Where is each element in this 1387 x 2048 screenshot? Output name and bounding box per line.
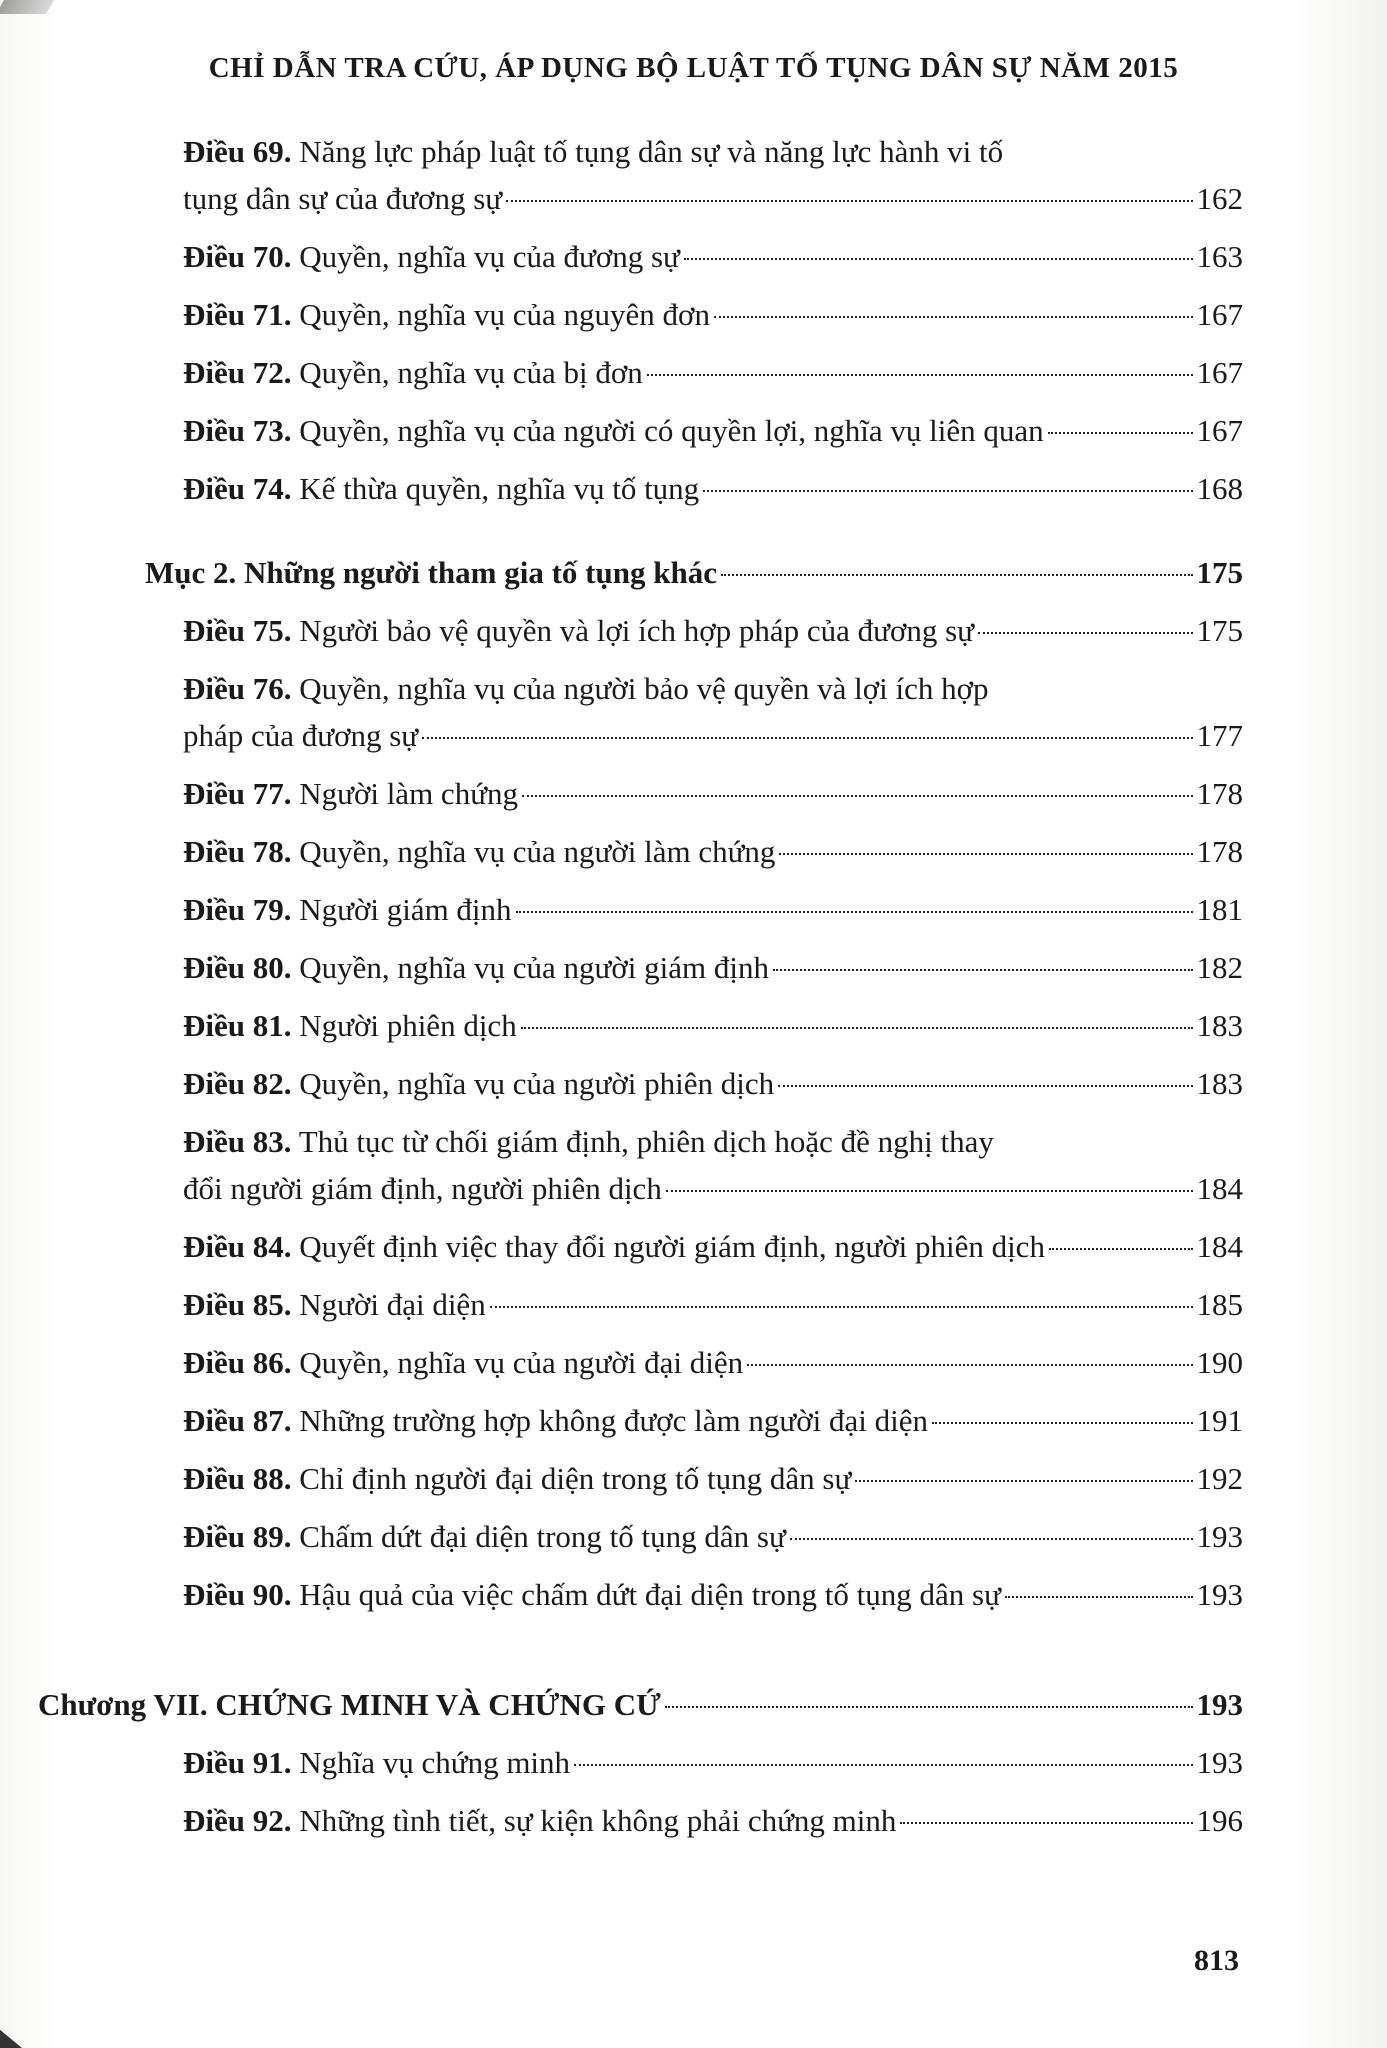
article-number: Điều 82. — [183, 1066, 292, 1101]
dot-leader — [1005, 1596, 1193, 1598]
toc-entry-title — [183, 1339, 743, 1386]
toc-entry-title — [183, 349, 643, 396]
article-number: Điều 87. — [183, 1403, 292, 1438]
toc-entry-title — [183, 1118, 994, 1165]
page-corner-shadow — [0, 0, 54, 14]
toc-entry-title — [183, 1223, 1045, 1270]
toc-entry[interactable] — [183, 349, 1243, 396]
toc-entry[interactable] — [183, 828, 1243, 875]
toc-entry-title — [183, 886, 512, 933]
toc-entry[interactable] — [183, 291, 1243, 338]
article-title: Hậu quả của việc chấm dứt đại diện trong tố tụng dân sự — [291, 1577, 1001, 1612]
toc-entry-title — [183, 1739, 570, 1786]
toc-page-number: 163 — [1196, 239, 1243, 274]
article-title: Người giám định — [291, 892, 512, 927]
dot-leader — [1048, 432, 1193, 434]
toc-entry[interactable] — [183, 944, 1243, 991]
dot-leader — [684, 258, 1193, 260]
article-number: Điều 80. — [183, 950, 292, 985]
toc-page-number: 181 — [1196, 892, 1243, 927]
dot-leader — [490, 1306, 1193, 1308]
article-title: Quyền, nghĩa vụ của bị đơn — [291, 355, 643, 390]
article-number: Điều 85. — [183, 1287, 292, 1322]
article-number: Điều 81. — [183, 1008, 292, 1043]
toc-entry[interactable] — [183, 665, 1243, 759]
article-title: Người làm chứng — [291, 776, 518, 811]
article-title: Quyền, nghĩa vụ của người đại diện — [291, 1345, 744, 1380]
toc-entry-title — [183, 407, 1044, 454]
toc-page-number: 193 — [1196, 1745, 1243, 1780]
toc-entry-title — [183, 770, 518, 817]
toc-page-number: 190 — [1196, 1345, 1243, 1380]
toc-entry-title — [183, 128, 1003, 175]
article-title: Những trường hợp không được làm người đại diện — [291, 1403, 928, 1438]
article-title: Người phiên dịch — [291, 1008, 517, 1043]
article-title: Quyền, nghĩa vụ của người làm chứng — [291, 834, 776, 869]
toc-entry-title — [183, 465, 699, 512]
dot-leader — [932, 1422, 1193, 1424]
dot-leader — [714, 316, 1193, 318]
toc-page-number: 185 — [1196, 1287, 1243, 1322]
article-title-continued: tụng dân sự của đương sự — [183, 181, 503, 216]
article-title: Những tình tiết, sự kiện không phải chứng minh — [291, 1803, 897, 1838]
toc-entry[interactable] — [183, 1797, 1243, 1844]
toc-page-number: 175 — [1196, 555, 1243, 590]
article-title: Quyền, nghĩa vụ của người phiên dịch — [291, 1066, 775, 1101]
article-title-continued: pháp của đương sự — [183, 718, 419, 753]
dot-leader — [773, 969, 1193, 971]
article-number: Điều 77. — [183, 776, 292, 811]
toc-entry[interactable] — [183, 1223, 1243, 1270]
toc-page-number: 193 — [1196, 1687, 1243, 1722]
article-title: Nghĩa vụ chứng minh — [291, 1745, 571, 1780]
toc-section[interactable] — [145, 549, 1243, 596]
article-title: Quyền, nghĩa vụ của nguyên đơn — [291, 297, 710, 332]
toc-entry-title — [183, 1797, 896, 1844]
article-title: Quyền, nghĩa vụ của người bảo vệ quyền và lợi ích hợp — [291, 671, 989, 706]
article-title: Mục 2. Những người tham gia tố tụng khác — [145, 555, 717, 590]
toc-entry-title — [183, 1002, 517, 1049]
toc-entry-title — [183, 1455, 851, 1502]
toc-page-number: 191 — [1196, 1403, 1243, 1438]
toc-entry[interactable] — [183, 1002, 1243, 1049]
toc-entry[interactable] — [183, 128, 1243, 222]
toc-entry-title — [145, 549, 717, 596]
toc-entry-title — [183, 607, 974, 654]
dot-leader — [506, 200, 1192, 202]
dot-leader — [790, 1538, 1193, 1540]
article-title: Thủ tục từ chối giám định, phiên dịch hoặc đề nghị thay — [291, 1124, 994, 1159]
toc-entry-title — [183, 944, 769, 991]
toc-page-number: 178 — [1196, 776, 1243, 811]
dot-leader — [778, 1085, 1192, 1087]
toc-page-number: 177 — [1196, 718, 1243, 753]
article-title: Chỉ định người đại diện trong tố tụng dân sự — [291, 1461, 852, 1496]
toc-entry[interactable] — [183, 1571, 1243, 1618]
dot-leader — [574, 1764, 1192, 1766]
article-title: Chấm dứt đại diện trong tố tụng dân sự — [291, 1519, 786, 1554]
toc-chapter[interactable] — [38, 1681, 1243, 1728]
article-title: Người đại diện — [291, 1287, 486, 1322]
toc-entry-title — [38, 1681, 661, 1728]
toc-entry-title — [183, 1513, 786, 1560]
toc-entry[interactable] — [183, 407, 1243, 454]
toc-entry-title — [183, 233, 680, 280]
toc-page-number: 175 — [1196, 613, 1243, 648]
toc-page-number: 168 — [1196, 471, 1243, 506]
article-number: Điều 89. — [183, 1519, 292, 1554]
toc-page-number: 167 — [1196, 413, 1243, 448]
toc-entry[interactable] — [183, 1739, 1243, 1786]
toc-entry-title — [183, 291, 710, 338]
article-title: Quyền, nghĩa vụ của người có quyền lợi, nghĩa vụ liên quan — [291, 413, 1044, 448]
dot-leader — [900, 1822, 1192, 1824]
article-number: Điều 73. — [183, 413, 292, 448]
toc-entry[interactable] — [183, 1397, 1243, 1444]
running-header: CHỈ DẪN TRA CỨU, ÁP DỤNG BỘ LUẬT TỐ TỤNG DÂN SỰ NĂM 2015 — [208, 52, 1179, 84]
article-number: Điều 83. — [183, 1124, 292, 1159]
toc-page-number: 196 — [1196, 1803, 1243, 1838]
dot-leader — [516, 911, 1193, 913]
toc-entry-title — [183, 1571, 1001, 1618]
toc-entry[interactable] — [183, 607, 1243, 654]
toc-entry[interactable] — [183, 1118, 1243, 1212]
article-number: Điều 84. — [183, 1229, 292, 1264]
toc-page-number: 178 — [1196, 834, 1243, 869]
dot-leader — [978, 632, 1193, 634]
article-title: Quyết định việc thay đổi người giám định, người phiên dịch — [291, 1229, 1045, 1264]
article-number: Điều 92. — [183, 1803, 292, 1838]
toc-page-number: 183 — [1196, 1008, 1243, 1043]
toc-page-number: 162 — [1196, 181, 1243, 216]
toc-entry[interactable] — [183, 233, 1243, 280]
article-number: Điều 75. — [183, 613, 292, 648]
dot-leader — [747, 1364, 1192, 1366]
dot-leader — [666, 1190, 1193, 1192]
dot-leader — [703, 490, 1192, 492]
article-title: Kế thừa quyền, nghĩa vụ tố tụng — [291, 471, 700, 506]
article-number: Điều 78. — [183, 834, 292, 869]
article-number: Điều 91. — [183, 1745, 292, 1780]
article-title: Người bảo vệ quyền và lợi ích hợp pháp của đương sự — [291, 613, 974, 648]
toc-page-number: 184 — [1196, 1229, 1243, 1264]
article-title-continued: đổi người giám định, người phiên dịch — [183, 1171, 662, 1206]
article-number: Điều 86. — [183, 1345, 292, 1380]
dot-leader — [647, 374, 1193, 376]
page-corner-fold — [0, 2022, 22, 2048]
toc-page-number: 193 — [1196, 1519, 1243, 1554]
toc-entry[interactable] — [183, 465, 1243, 512]
dot-leader — [521, 1027, 1193, 1029]
toc-entry-title — [183, 1060, 774, 1107]
article-number: Điều 90. — [183, 1577, 292, 1612]
article-number: Điều 88. — [183, 1461, 292, 1496]
dot-leader — [1049, 1248, 1193, 1250]
toc-page-number: 167 — [1196, 297, 1243, 332]
toc-entry[interactable] — [183, 886, 1243, 933]
toc-page-number: 192 — [1196, 1461, 1243, 1496]
toc-entry[interactable] — [183, 1455, 1243, 1502]
article-title: Chương VII. CHỨNG MINH VÀ CHỨNG CỨ — [38, 1687, 661, 1722]
toc-entry[interactable] — [183, 770, 1243, 817]
toc-page-number: 167 — [1196, 355, 1243, 390]
toc-page-number: 193 — [1196, 1577, 1243, 1612]
toc-entry-title — [183, 1397, 928, 1444]
dot-leader — [422, 737, 1192, 739]
toc-page-number: 182 — [1196, 950, 1243, 985]
toc-page-number: 184 — [1196, 1171, 1243, 1206]
dot-leader — [721, 574, 1193, 576]
dot-leader — [779, 853, 1192, 855]
article-title: Năng lực pháp luật tố tụng dân sự và năng lực hành vi tố — [291, 134, 1004, 169]
dot-leader — [522, 795, 1193, 797]
dot-leader — [665, 1706, 1193, 1708]
dot-leader — [855, 1480, 1192, 1482]
article-number: Điều 76. — [183, 671, 292, 706]
toc-entry[interactable] — [183, 1339, 1243, 1386]
article-number: Điều 74. — [183, 471, 292, 506]
toc-entry-title — [183, 828, 775, 875]
article-number: Điều 71. — [183, 297, 292, 332]
article-number: Điều 69. — [183, 134, 292, 169]
toc-entry-title — [183, 1281, 486, 1328]
article-number: Điều 72. — [183, 355, 292, 390]
page-number: 813 — [1194, 1944, 1239, 1977]
toc-entry-title — [183, 665, 989, 712]
article-number: Điều 79. — [183, 892, 292, 927]
toc-entry[interactable] — [183, 1060, 1243, 1107]
article-number: Điều 70. — [183, 239, 292, 274]
toc-page-number: 183 — [1196, 1066, 1243, 1101]
article-title: Quyền, nghĩa vụ của người giám định — [291, 950, 769, 985]
toc-entry[interactable] — [183, 1513, 1243, 1560]
toc-entry[interactable] — [183, 1281, 1243, 1328]
article-title: Quyền, nghĩa vụ của đương sự — [291, 239, 680, 274]
